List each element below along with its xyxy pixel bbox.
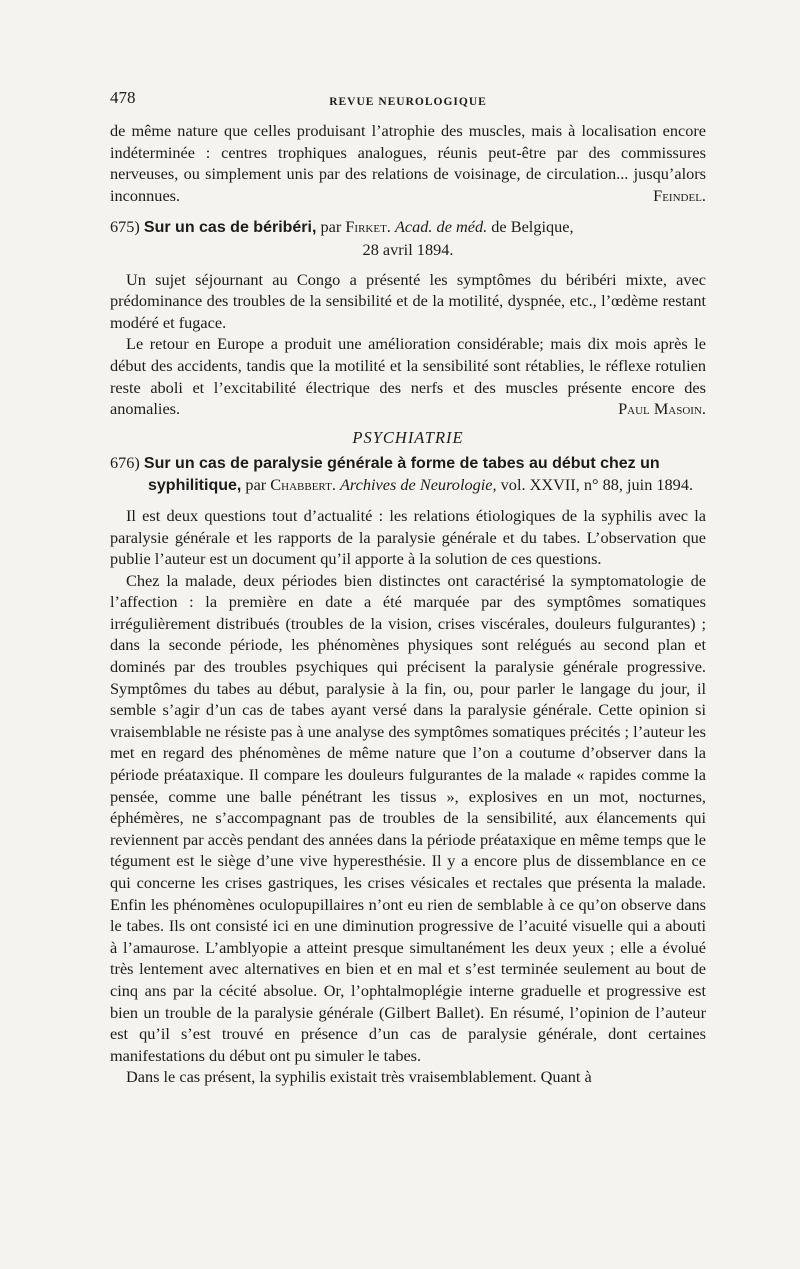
- entry-675-paragraph: [110, 333, 706, 419]
- signature-feindel: Feindel.: [653, 185, 706, 205]
- par-word: par: [245, 475, 267, 495]
- entry-675-heading: [110, 216, 706, 260]
- entry-676-heading: [110, 452, 706, 497]
- entry-title: Sur un cas de béribéri,: [143, 219, 317, 237]
- entry-place: de Belgique,: [491, 217, 574, 237]
- entry-675-paragraph: Un sujet séjournant au Congo a présenté les symptômes du béribéri mixte, avec prédominance des troubles de la sensibilité et de la motilité, dyspnée, etc., l’œdème restant modéré et fugace.: [110, 269, 706, 332]
- signature-paul-masoin: Paul Masoin.: [618, 399, 706, 419]
- intro-text: de même nature que celles produisant l’atrophie des muscles, mais à localisation encore indéterminée : centres trophiques analogues, réunis peut-être par des commissures nerveuses, ou simplement unis par des relations de voisinage, de circulation... jusqu’alors inconnues.: [110, 121, 706, 205]
- entry-author: Chabbert.: [270, 475, 336, 495]
- page-header: [110, 88, 706, 120]
- paragraph-text: Le retour en Europe a produit une amélioration considérable; mais dix mois après le début des accidents, tandis que la motilité et la sensibilité sont rétablies, le réflexe rotulien reste aboli et l’excitabilité électrique des nerfs et des muscles présente encore des anomalies.: [110, 334, 706, 419]
- page-number: 478: [110, 88, 136, 107]
- section-title: PSYCHIATRIE: [352, 427, 464, 447]
- entry-number: 676): [110, 452, 140, 472]
- entry-journal: Archives de Neurologie,: [339, 475, 497, 495]
- text-column: [110, 88, 706, 1088]
- par-word: par: [320, 217, 342, 237]
- intro-paragraph: [110, 120, 706, 206]
- entry-date: 28 avril 1894.: [362, 239, 454, 259]
- entry-details: vol. XXVII, n° 88, juin 1894.: [500, 475, 694, 495]
- entry-676-paragraph: Il est deux questions tout d’actualité : les relations étiologiques de la syphilis avec la paralysie générale et les rapports de la paralysie générale et du tabes. L’observation que publie l’auteur est un document qu’il apporte à la solution de ces questions.: [110, 505, 706, 569]
- entry-title: Sur un cas de paralysie générale à forme de tabes au début chez un syphilitique,: [143, 454, 660, 495]
- entry-author: Firket.: [345, 217, 391, 237]
- entry-number: 675): [110, 217, 140, 237]
- running-head: REVUE NEUROLOGIQUE: [329, 96, 487, 108]
- entry-676-paragraph: Dans le cas présent, la syphilis existait très vraisemblablement. Quant à: [126, 1067, 592, 1087]
- entry-676-paragraph: Chez la malade, deux périodes bien distinctes ont caractérisé la symptomatologie de l’affection : la première en date a été marquée par des symptômes somatiques irrégulièrement distribués (troubles de la vision, crises viscérales, douleurs fulgurantes) ; dans la seconde période, les phénomènes physiques sont relégués au second plan et dominés par des troubles psychiques qui précisent la paralysie générale progressive. Symptômes du tabes au début, paralysie à la fin, ou, pour parler le langage du jour, il semble s’agir d’un cas de tabes ayant versé dans la paralysie générale. Cette opinion si vraisemblable ne résiste pas à une analyse des symptômes somatiques précités ; l’auteur les met en regard des phénomènes de même nature que l’on a coutume d’observer dans la période préataxique. Il compare les douleurs fulgurantes de la malade « rapides comme la pensée, comme une balle pénétrant les tissus », explosives en un mot, nocturnes, éphémères, ne s’accompagnant pas de troubles de la sensibilité, aux élancements qui reviennent par accès pendant des années dans la période préataxique en même temps que le tégument est le siège d’une vive hyperesthésie. Il y a encore plus de dissemblance en ce qui concerne les crises gastriques, les crises vésicales et rectales que présenta la malade. Enfin les phénomènes oculopupillaires n’ont eu rien de semblable à ce qu’on observe dans le tabes. Ils ont consisté ici en une diminution progressive de l’acuité visuelle qui a abouti à l’amaurose. L’amblyopie a atteint presque simultanément les deux yeux ; elle a évolué très lentement avec alternatives en bien et en mal et s’est terminée seulement au bout de cinq ans par la cécité absolue. Or, l’ophtalmoplégie interne graduelle et progressive est bien un trouble de la paralysie générale (Gilbert Ballet). En résumé, l’opinion de l’auteur est qu’il s’est trouvé en présence d’un cas de paralysie générale, dont certaines manifestations du début ont pu simuler le tabes.: [110, 570, 706, 1065]
- entry-journal: Acad. de méd.: [394, 217, 488, 237]
